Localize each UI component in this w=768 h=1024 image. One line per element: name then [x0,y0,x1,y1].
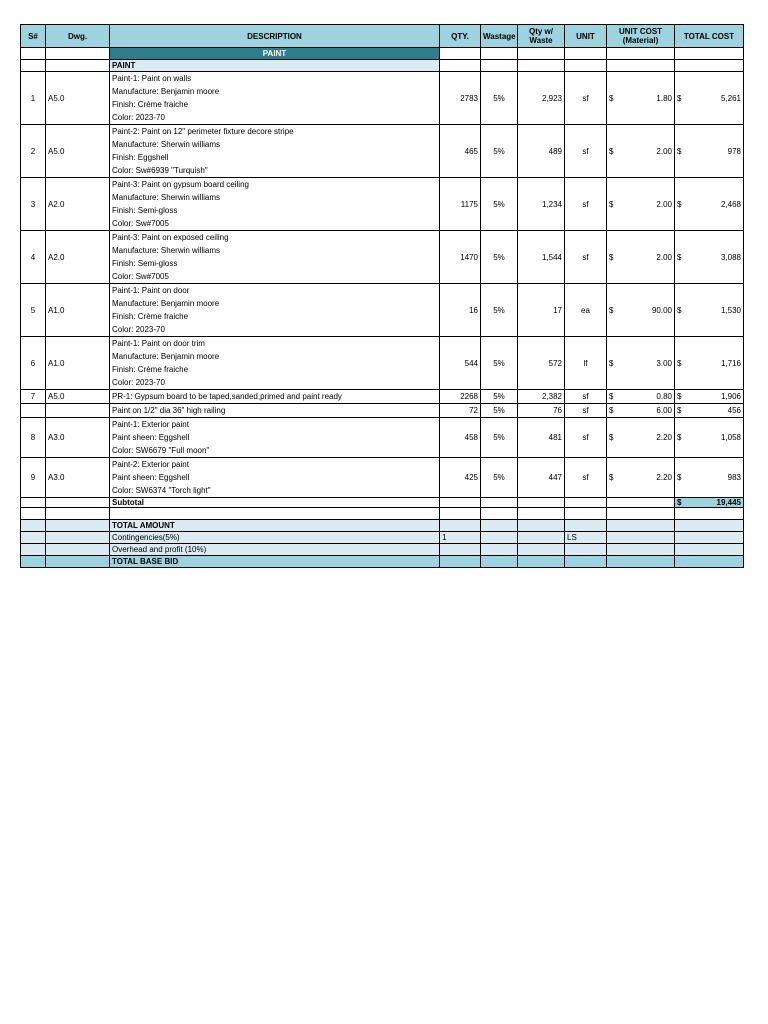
subtotal-row [21,498,744,508]
item-total-cost [675,284,744,337]
item-qty-waste: 447 [518,458,565,498]
description-line: Color: 2023-70 [112,378,165,387]
currency-symbol: $ [609,392,614,401]
currency-symbol: $ [677,146,682,156]
subtotal-label: Subtotal [110,498,440,508]
header-unit-cost-line2: (Material) [622,36,659,45]
item-total-cost [675,404,744,418]
item-description [110,418,440,458]
item-description [110,337,440,390]
item-sn: 6 [21,337,46,390]
item-total-cost-amount: 1,716 [720,358,741,368]
item-qty-waste: 76 [518,404,565,418]
item-qty-waste: 489 [518,125,565,178]
item-wastage: 5% [481,404,518,418]
item-unit-cost-amount: 2.00 [656,146,672,156]
item-qty: 72 [440,404,481,418]
item-description [110,231,440,284]
description-line: Color: Sw#7005 [112,272,169,281]
item-unit: sf [565,418,607,458]
item-description [110,390,440,404]
header-qty-waste [518,25,565,48]
item-unit: sf [565,458,607,498]
item-qty: 425 [440,458,481,498]
description-line: Color: 2023-70 [112,113,165,122]
currency-symbol: $ [609,146,614,156]
item-unit-cost-amount: 6.00 [656,406,672,415]
item-sn [21,404,46,418]
item-description [110,404,440,418]
currency-symbol: $ [677,305,682,315]
item-description [110,72,440,125]
header-dwg: Dwg. [46,25,110,48]
item-total-cost-amount: 1,906 [720,392,741,401]
item-unit: sf [565,178,607,231]
item-description [110,284,440,337]
header-unit-cost [607,25,675,48]
currency-symbol: $ [677,199,682,209]
header-total-cost: TOTAL COST [675,25,744,48]
item-unit-cost [607,390,675,404]
table-row [21,390,744,404]
currency-symbol: $ [677,358,682,368]
overhead-label: Overhead and profit (10%) [110,544,440,556]
overhead-row [21,544,744,556]
currency-symbol: $ [677,252,682,262]
description-line: Color: 2023-70 [112,325,165,334]
item-dwg: A5.0 [46,72,110,125]
item-unit: sf [565,390,607,404]
currency-symbol: $ [677,406,682,415]
item-unit-cost-amount: 90.00 [651,305,672,315]
item-unit-cost-amount: 2.20 [656,433,672,442]
description-line: Finish: Crème fraiche [112,312,189,321]
section-label: PAINT [110,48,440,60]
item-total-cost-amount: 5,261 [720,93,741,103]
description-line: Paint-3: Paint on exposed ceiling [112,233,229,242]
item-unit-cost-amount: 2.00 [656,199,672,209]
item-sn: 3 [21,178,46,231]
item-total-cost [675,337,744,390]
contingencies-row [21,532,744,544]
item-total-cost-amount: 983 [727,473,741,482]
table-row [21,72,744,125]
header-qty-waste-line2: Waste [529,36,553,45]
description-line: PR-1: Gypsum board to be taped,sanded,primed and paint ready [112,392,342,401]
item-unit-cost [607,231,675,284]
item-dwg: A2.0 [46,178,110,231]
item-unit: ea [565,284,607,337]
total-base-bid-row [21,556,744,568]
item-total-cost [675,458,744,498]
currency-symbol: $ [677,93,682,103]
item-unit-cost [607,458,675,498]
table-row [21,178,744,231]
description-line: Finish: Semi-gloss [112,259,178,268]
description-line: Manufacture: Benjamin moore [112,299,220,308]
currency-symbol: $ [609,93,614,103]
item-qty: 2783 [440,72,481,125]
table-row [21,284,744,337]
currency-symbol: $ [609,433,614,442]
currency-symbol: $ [609,305,614,315]
subtotal-value [675,498,744,508]
item-wastage: 5% [481,125,518,178]
item-unit: lf [565,337,607,390]
currency-symbol: $ [609,252,614,262]
description-line: Paint-1: Paint on walls [112,74,192,83]
header-row [21,25,744,48]
description-line: Paint-3: Paint on gypsum board ceiling [112,180,249,189]
item-sn: 5 [21,284,46,337]
table-row [21,125,744,178]
item-qty: 465 [440,125,481,178]
item-unit-cost [607,284,675,337]
header-unit: UNIT [565,25,607,48]
item-wastage: 5% [481,337,518,390]
item-qty-waste: 2,382 [518,390,565,404]
description-line: Paint-2: Exterior paint [112,460,189,469]
description-line: Paint-1: Paint on door [112,286,190,295]
item-qty: 2268 [440,390,481,404]
item-dwg: A1.0 [46,284,110,337]
table-row [21,231,744,284]
item-wastage: 5% [481,284,518,337]
item-wastage: 5% [481,418,518,458]
item-qty-waste: 572 [518,337,565,390]
item-unit-cost [607,125,675,178]
item-wastage: 5% [481,178,518,231]
table-row [21,404,744,418]
item-wastage: 5% [481,72,518,125]
subsection-label: PAINT [110,60,440,72]
description-line: Manufacture: Sherwin williams [112,140,221,149]
description-line: Finish: Crème fraiche [112,365,189,374]
item-total-cost-amount: 3,088 [720,252,741,262]
description-line: Color: SW6374 "Torch light" [112,486,211,495]
description-line: Paint-1: Exterior paint [112,420,189,429]
currency-symbol: $ [609,406,614,415]
currency-symbol: $ [677,433,682,442]
item-description [110,178,440,231]
item-wastage: 5% [481,458,518,498]
description-line: Color: Sw#7005 [112,219,169,228]
description-line: Manufacture: Benjamin moore [112,87,220,96]
total-base-bid-label: TOTAL BASE BID [110,556,440,568]
item-sn: 4 [21,231,46,284]
description-line: Finish: Eggshell [112,153,169,162]
item-qty: 544 [440,337,481,390]
item-total-cost [675,390,744,404]
header-qty-waste-line1: Qty w/ [528,27,553,36]
description-line: Paint on 1/2" dia 36" high railing [112,406,226,415]
item-unit-cost [607,337,675,390]
item-description [110,125,440,178]
total-amount-row [21,520,744,532]
item-qty-waste: 481 [518,418,565,458]
item-qty-waste: 1,234 [518,178,565,231]
item-dwg: A1.0 [46,337,110,390]
header-unit-cost-line1: UNIT COST [618,27,663,36]
description-line: Manufacture: Sherwin williams [112,246,221,255]
currency-symbol: $ [609,199,614,209]
item-total-cost [675,231,744,284]
item-total-cost [675,125,744,178]
item-total-cost-amount: 978 [727,146,741,156]
table-row [21,458,744,498]
description-line: Color: SW6679 "Full moon" [112,446,210,455]
item-dwg: A3.0 [46,458,110,498]
description-line: Finish: Semi-gloss [112,206,178,215]
description-line: Color: Sw#6939 "Turquish" [112,166,208,175]
description-line: Finish: Crème fraiche [112,100,189,109]
currency-symbol: $ [609,358,614,368]
description-line: Manufacture: Sherwin williams [112,193,221,202]
item-total-cost-amount: 2,468 [720,199,741,209]
currency-symbol: $ [677,392,682,401]
item-unit: sf [565,125,607,178]
item-unit-cost [607,72,675,125]
subsection-row [21,60,744,72]
item-total-cost [675,72,744,125]
item-unit-cost-amount: 0.80 [656,392,672,401]
item-sn: 7 [21,390,46,404]
item-total-cost [675,418,744,458]
item-wastage: 5% [481,390,518,404]
description-line: Paint-1: Paint on door trim [112,339,205,348]
item-unit-cost-amount: 2.20 [656,473,672,482]
header-wastage: Wastage [481,25,518,48]
item-sn: 2 [21,125,46,178]
blank-row [21,508,744,520]
subtotal-amount: 19,445 [716,498,741,507]
item-dwg: A2.0 [46,231,110,284]
header-description: DESCRIPTION [110,25,440,48]
item-dwg: A5.0 [46,125,110,178]
item-unit-cost [607,404,675,418]
item-qty: 16 [440,284,481,337]
estimate-table [20,24,744,568]
subtotal-currency: $ [677,498,682,507]
table-row [21,337,744,390]
table-row [21,418,744,458]
total-amount-label: TOTAL AMOUNT [110,520,440,532]
item-unit: sf [565,72,607,125]
item-sn: 1 [21,72,46,125]
item-unit-cost-amount: 2.00 [656,252,672,262]
item-unit-cost-amount: 1.80 [656,93,672,103]
section-row [21,48,744,60]
description-line: Paint-2: Paint on 12" perimeter fixture decore stripe [112,127,294,136]
item-sn: 8 [21,418,46,458]
item-total-cost-amount: 1,530 [720,305,741,315]
item-unit-cost [607,178,675,231]
description-line: Manufacture: Benjamin moore [112,352,220,361]
header-qty: QTY. [440,25,481,48]
item-total-cost-amount: 456 [727,406,741,415]
contingencies-unit: LS [565,532,607,544]
item-unit: sf [565,231,607,284]
item-qty: 1470 [440,231,481,284]
item-dwg: A3.0 [46,418,110,458]
item-total-cost [675,178,744,231]
contingencies-qty: 1 [440,532,481,544]
item-qty: 458 [440,418,481,458]
item-qty-waste: 1,544 [518,231,565,284]
item-qty-waste: 17 [518,284,565,337]
item-wastage: 5% [481,231,518,284]
item-qty-waste: 2,923 [518,72,565,125]
description-line: Paint sheen: Eggshell [112,433,190,442]
item-sn: 9 [21,458,46,498]
item-dwg [46,404,110,418]
contingencies-label: Contingencies(5%) [110,532,440,544]
description-line: Paint sheen: Eggshell [112,473,190,482]
item-total-cost-amount: 1,058 [720,433,741,442]
item-description [110,458,440,498]
header-sn: S# [21,25,46,48]
item-unit-cost [607,418,675,458]
currency-symbol: $ [677,473,682,482]
item-qty: 1175 [440,178,481,231]
item-dwg: A5.0 [46,390,110,404]
item-unit: sf [565,404,607,418]
item-unit-cost-amount: 3.00 [656,358,672,368]
currency-symbol: $ [609,473,614,482]
